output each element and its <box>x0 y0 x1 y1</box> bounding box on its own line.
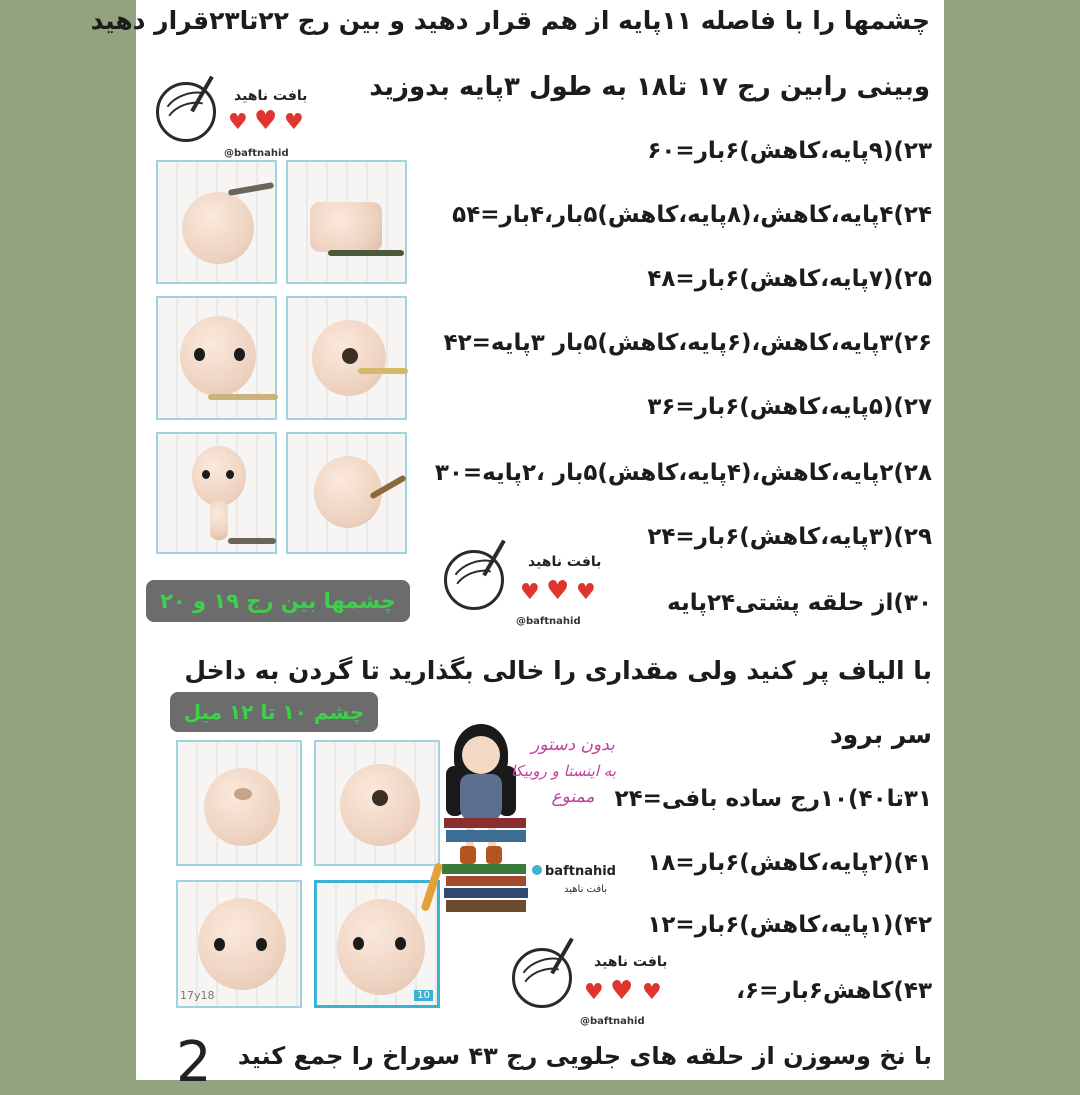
step-24: ۲۴)۴پایه،کاهش،(۸پایه،کاهش)۵بار،۴بار=۵۴ <box>452 202 932 228</box>
step-42: ۴۲)(۱پایه،کاهش)۶بار=۱۲ <box>647 912 932 938</box>
doll-handle: baftnahid <box>532 864 616 879</box>
heart-icon: ♥ <box>584 980 604 1005</box>
step-photo <box>156 160 277 284</box>
photo-grid-bottom <box>176 740 444 1008</box>
brand-name: بافت ناهید <box>528 554 602 570</box>
brand-handle: @baftnahid <box>580 1016 645 1027</box>
step-28: ۲۸)۲پایه،کاهش،(۴پایه،کاهش)۵بار ،۲پایه=۳۰ <box>434 460 932 486</box>
brand-handle: @baftnahid <box>224 148 289 159</box>
photo-step-mark: 17y18 <box>180 989 215 1002</box>
step-29: ۲۹)(۳پایه،کاهش)۶بار=۲۴ <box>647 524 932 550</box>
photo-grid-top <box>156 160 408 554</box>
step-photo <box>286 160 407 284</box>
step-30: ۳۰)از حلقه پشتی۲۴پایه <box>667 590 932 616</box>
brand-name: بافت ناهید <box>234 88 308 104</box>
step-31-40: ۳۱تا۴۰)۱۰رج ساده بافی=۲۴ <box>614 786 932 812</box>
step-27: ۲۷)(۵پایه،کاهش)۶بار=۳۶ <box>647 394 932 420</box>
no-copy-note <box>510 732 616 810</box>
heart-icon: ♥ <box>254 106 278 136</box>
heart-icon: ♥ <box>284 110 304 135</box>
heart-icon: ♥ <box>520 580 540 605</box>
step-41: ۴۱)(۲پایه،کاهش)۶بار=۱۸ <box>647 850 932 876</box>
stuffing-note-line-2: سر برود <box>829 720 932 749</box>
yarn-ball-icon <box>156 82 216 142</box>
instruction-sheet <box>90 0 944 1095</box>
brand-name: بافت ناهید <box>594 954 668 970</box>
step-23: ۲۳)(۹پایه،کاهش)۶بار=۶۰ <box>647 138 932 164</box>
brand-logo-top <box>156 68 346 164</box>
eye-size-label: چشم ۱۰ تا ۱۲ میل <box>170 692 378 732</box>
step-photo <box>176 880 302 1008</box>
header-line-2: وبینی رابین رج ۱۷ تا۱۸ به طول ۳پایه بدوزید <box>369 72 930 102</box>
heart-icon: ♥ <box>610 976 634 1006</box>
brand-logo-bottom <box>512 936 692 1030</box>
page-number: 2 <box>176 1030 212 1095</box>
stuffing-note-line-1: با الیاف پر کنید ولی مقداری را خالی بگذارید تا گردن به داخل <box>184 656 932 685</box>
header-line-1: چشمها را با فاصله ۱۱پایه از هم قرار دهید و بین رج ۲۲تا۲۳قرار دهید <box>90 6 930 35</box>
no-copy-note-line-2: به اینستا و روبیکا <box>510 762 616 780</box>
eyes-rows-label: چشمها بین رج ۱۹ و ۲۰ <box>146 580 410 622</box>
heart-icon: ♥ <box>576 580 596 605</box>
brand-handle: @baftnahid <box>516 616 581 627</box>
step-43: ۴۳)کاهش۶بار=۶، <box>736 978 932 1004</box>
step-26: ۲۶)۳پایه،کاهش،(۶پایه،کاهش)۵بار ۳پایه=۴۲ <box>443 330 932 356</box>
step-photo <box>176 740 302 866</box>
step-25: ۲۵)(۷پایه،کاهش)۶بار=۴۸ <box>647 266 932 292</box>
step-photo <box>156 432 277 554</box>
no-copy-note-line-3: ممنوع <box>551 787 595 807</box>
doll-brand: بافت ناهید <box>564 884 607 895</box>
heart-icon: ♥ <box>228 110 248 135</box>
no-copy-note-line-1: بدون دستور <box>531 735 615 755</box>
step-photo <box>286 432 407 554</box>
footer-line: با نخ وسوزن از حلقه های جلویی رج ۴۳ سوراخ را جمع کنید <box>237 1042 932 1070</box>
step-photo <box>156 296 277 420</box>
instagram-icon <box>532 865 542 875</box>
heart-icon: ♥ <box>546 576 570 606</box>
heart-icon: ♥ <box>642 980 662 1005</box>
step-photo <box>286 296 407 420</box>
doll-on-books-illustration <box>416 722 536 916</box>
photo-step-mark: 10 <box>414 990 433 1001</box>
brand-logo-middle <box>444 540 624 630</box>
